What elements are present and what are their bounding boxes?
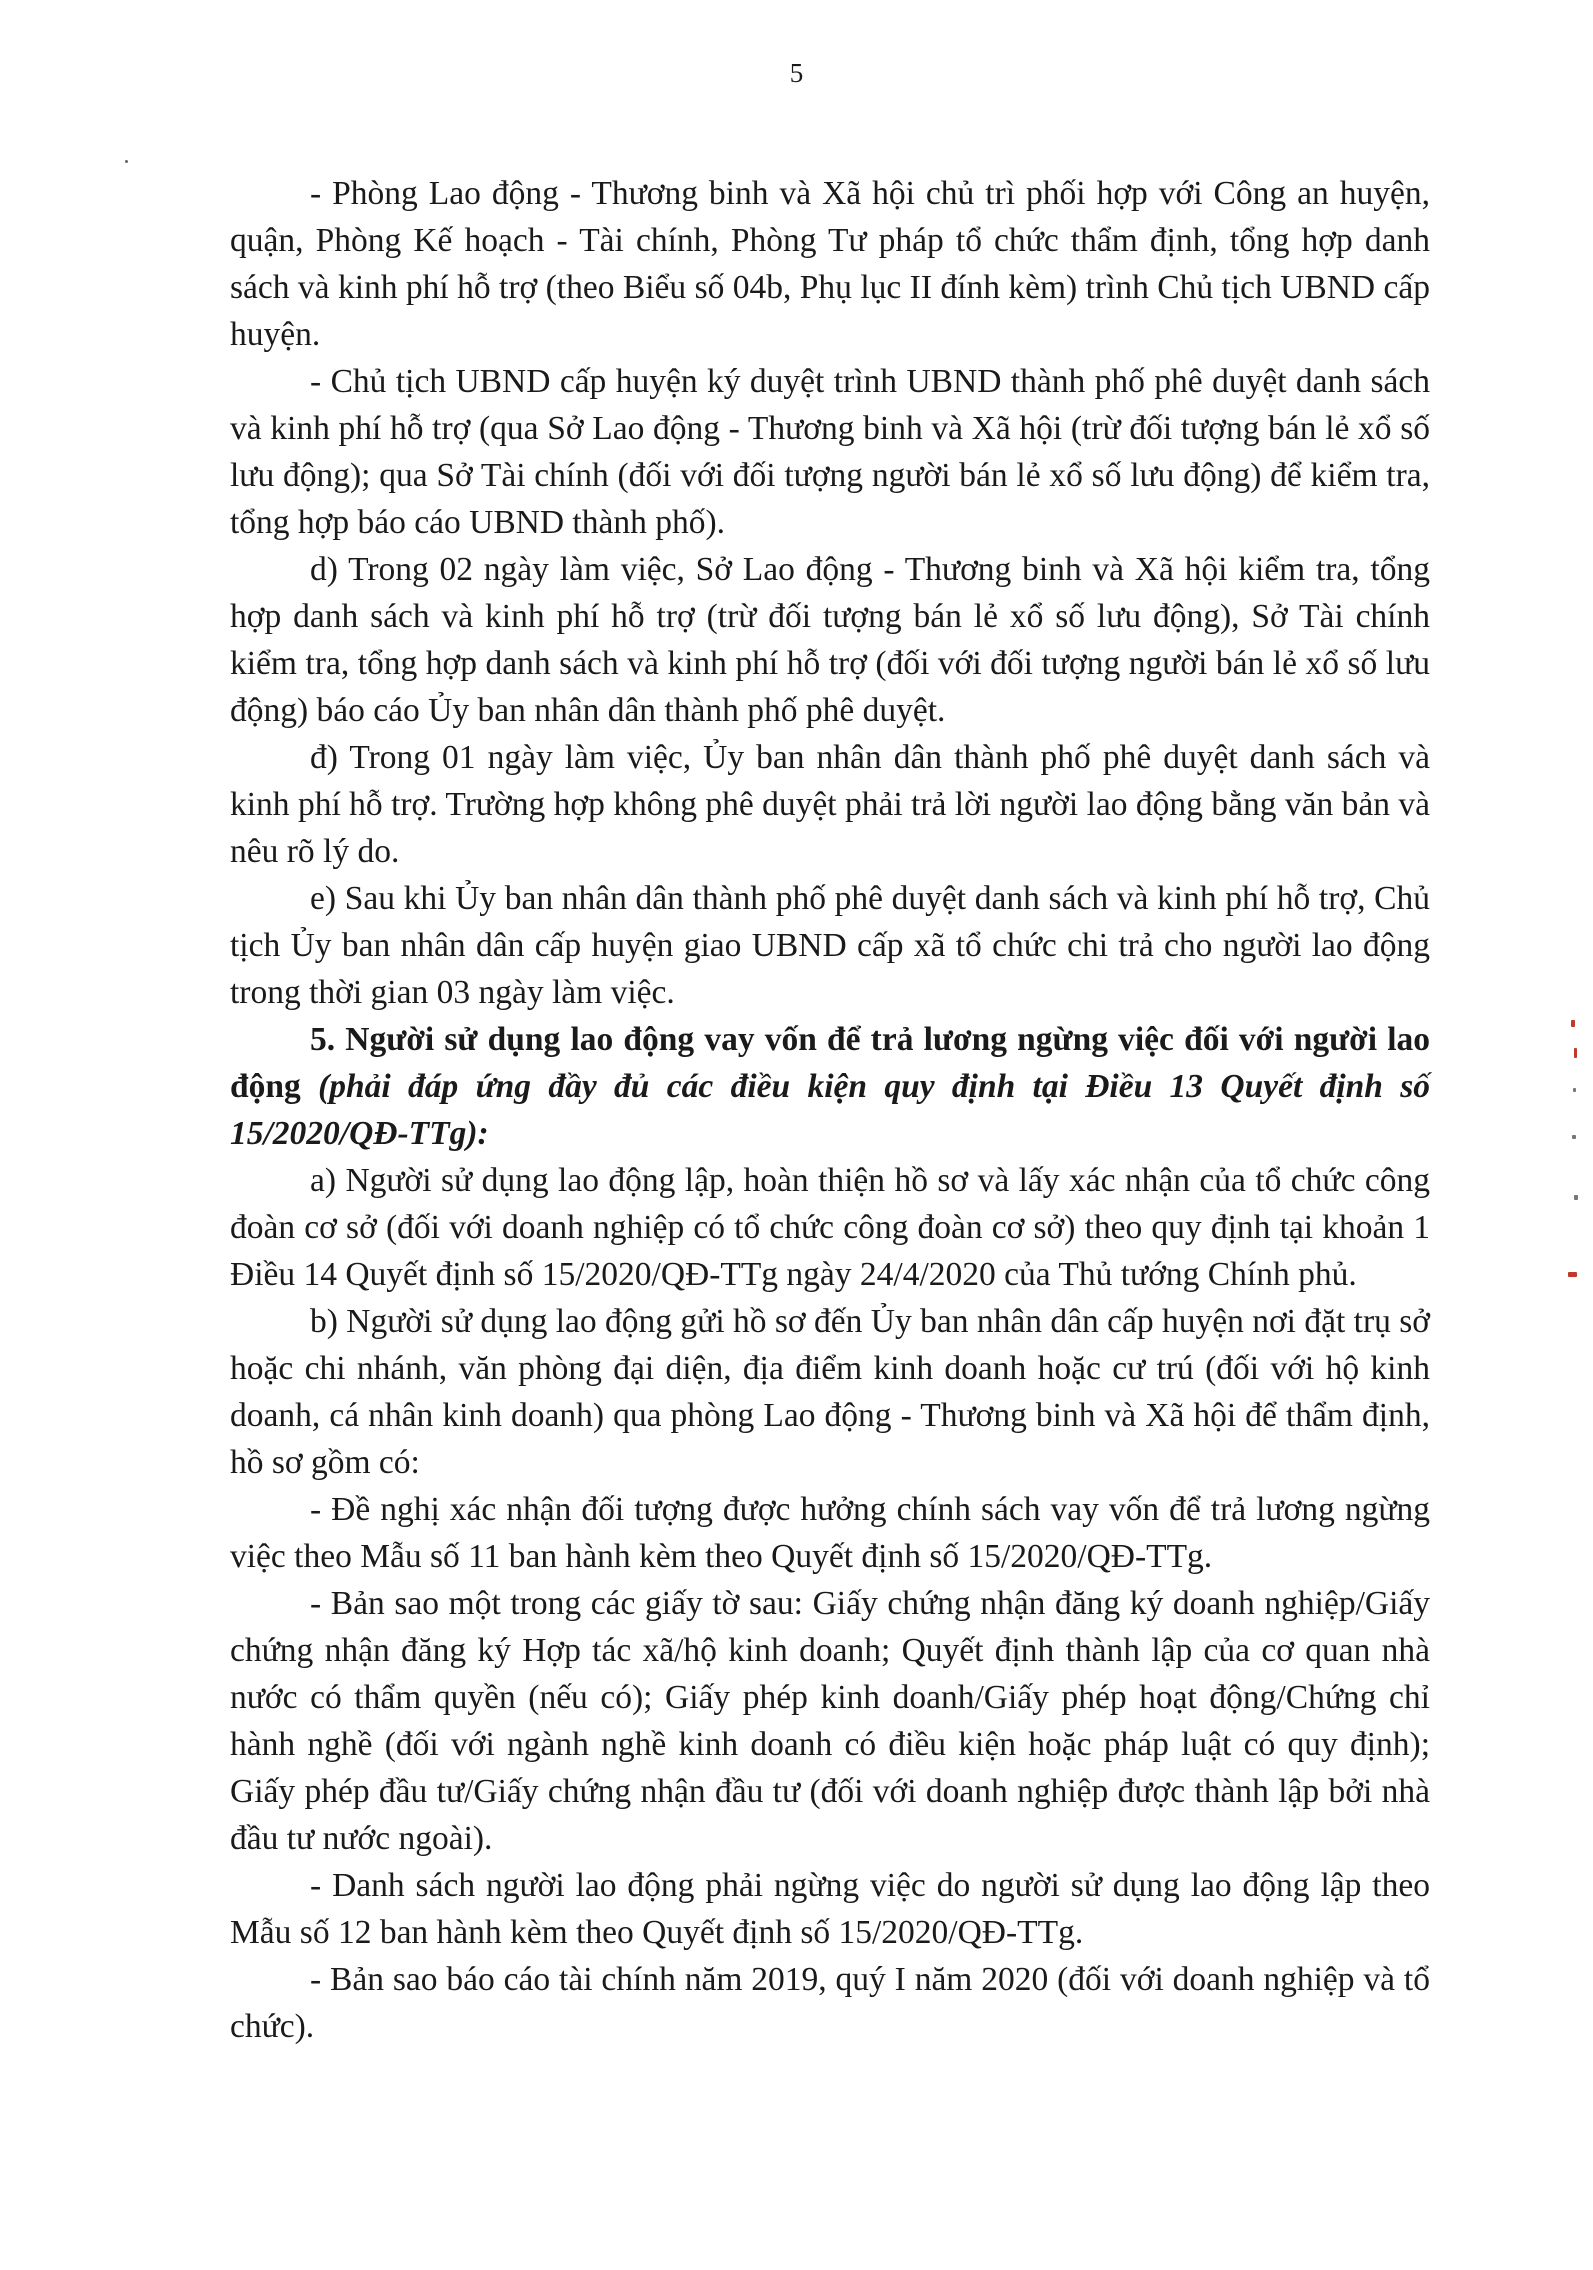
document-body: [230, 170, 1430, 2050]
paragraph: e) Sau khi Ủy ban nhân dân thành phố phê duyệt danh sách và kinh phí hỗ trợ, Chủ tịch Ủy ban nhân dân cấp huyện giao UBND cấp xã tổ chức chi trả cho người lao động trong thời gian 03 ngày làm việc.: [230, 880, 1430, 1011]
margin-mark: [1571, 1020, 1575, 1027]
section-heading: [230, 1016, 1430, 1157]
paragraph: - Danh sách người lao động phải ngừng việc do người sử dụng lao động lập theo Mẫu số 12 ban hành kèm theo Quyết định số 15/2020/QĐ-TTg.: [230, 1867, 1430, 1951]
paragraph: đ) Trong 01 ngày làm việc, Ủy ban nhân dân thành phố phê duyệt danh sách và kinh phí hỗ trợ. Trường hợp không phê duyệt phải trả lời người lao động bằng văn bản và nêu rõ lý do.: [230, 739, 1430, 870]
section-heading-italic: (phải đáp ứng đầy đủ các điều kiện quy định tại Điều 13 Quyết định số 15/2020/QĐ-TTg):: [230, 1068, 1431, 1152]
margin-mark: [1573, 1088, 1576, 1092]
paragraph: b) Người sử dụng lao động gửi hồ sơ đến Ủy ban nhân dân cấp huyện nơi đặt trụ sở hoặc chi nhánh, văn phòng đại diện, địa điểm kinh doanh hoặc cư trú (đối với hộ kinh doanh, cá nhân kinh doanh) qua phòng Lao động - Thương binh và Xã hội để thẩm định, hồ sơ gồm có:: [230, 1303, 1430, 1481]
margin-mark: [1574, 1195, 1578, 1200]
paragraph: - Bản sao một trong các giấy tờ sau: Giấy chứng nhận đăng ký doanh nghiệp/Giấy chứng nhận đăng ký Hợp tác xã/hộ kinh doanh; Quyết định thành lập của cơ quan nhà nước có thẩm quyền (nếu có); Giấy phép kinh doanh/Giấy phép hoạt động/Chứng chỉ hành nghề (đối với ngành nghề kinh doanh có điều kiện hoặc pháp luật có quy định); Giấy phép đầu tư/Giấy chứng nhận đầu tư (đối với doanh nghiệp được thành lập bởi nhà đầu tư nước ngoài).: [230, 1585, 1430, 1857]
paragraph: - Phòng Lao động - Thương binh và Xã hội chủ trì phối hợp với Công an huyện, quận, Phòng Kế hoạch - Tài chính, Phòng Tư pháp tổ chức thẩm định, tổng hợp danh sách và kinh phí hỗ trợ (theo Biểu số 04b, Phụ lục II đính kèm) trình Chủ tịch UBND cấp huyện.: [230, 175, 1430, 353]
paragraph: - Bản sao báo cáo tài chính năm 2019, quý I năm 2020 (đối với doanh nghiệp và tổ chức).: [230, 1961, 1430, 2045]
paragraph: - Chủ tịch UBND cấp huyện ký duyệt trình UBND thành phố phê duyệt danh sách và kinh phí hỗ trợ (qua Sở Lao động - Thương binh và Xã hội (trừ đối tượng bán lẻ xổ số lưu động); qua Sở Tài chính (đối với đối tượng người bán lẻ xổ số lưu động) để kiểm tra, tổng hợp báo cáo UBND thành phố).: [230, 363, 1430, 541]
paragraph: d) Trong 02 ngày làm việc, Sở Lao động - Thương binh và Xã hội kiểm tra, tổng hợp danh sách và kinh phí hỗ trợ (trừ đối tượng bán lẻ xổ số lưu động), Sở Tài chính kiểm tra, tổng hợp danh sách và kinh phí hỗ trợ (đối với đối tượng người bán lẻ xổ số lưu động) báo cáo Ủy ban nhân dân thành phố phê duyệt.: [230, 551, 1430, 729]
section-heading-bold: 5. Người sử dụng lao động vay vốn để trả lương ngừng việc đối với người lao động: [230, 1021, 1430, 1105]
paragraph: - Đề nghị xác nhận đối tượng được hưởng chính sách vay vốn để trả lương ngừng việc theo Mẫu số 11 ban hành kèm theo Quyết định số 15/2020/QĐ-TTg.: [230, 1491, 1430, 1575]
margin-mark: [1574, 1048, 1577, 1058]
paragraph: a) Người sử dụng lao động lập, hoàn thiện hồ sơ và lấy xác nhận của tổ chức công đoàn cơ sở (đối với doanh nghiệp có tổ chức công đoàn cơ sở) theo quy định tại khoản 1 Điều 14 Quyết định số 15/2020/QĐ-TTg ngày 24/4/2020 của Thủ tướng Chính phủ.: [230, 1162, 1430, 1293]
margin-mark: [1572, 1135, 1576, 1139]
page-number: 5: [789, 58, 804, 88]
margin-mark: [1568, 1272, 1577, 1277]
scan-speck: [125, 160, 128, 163]
